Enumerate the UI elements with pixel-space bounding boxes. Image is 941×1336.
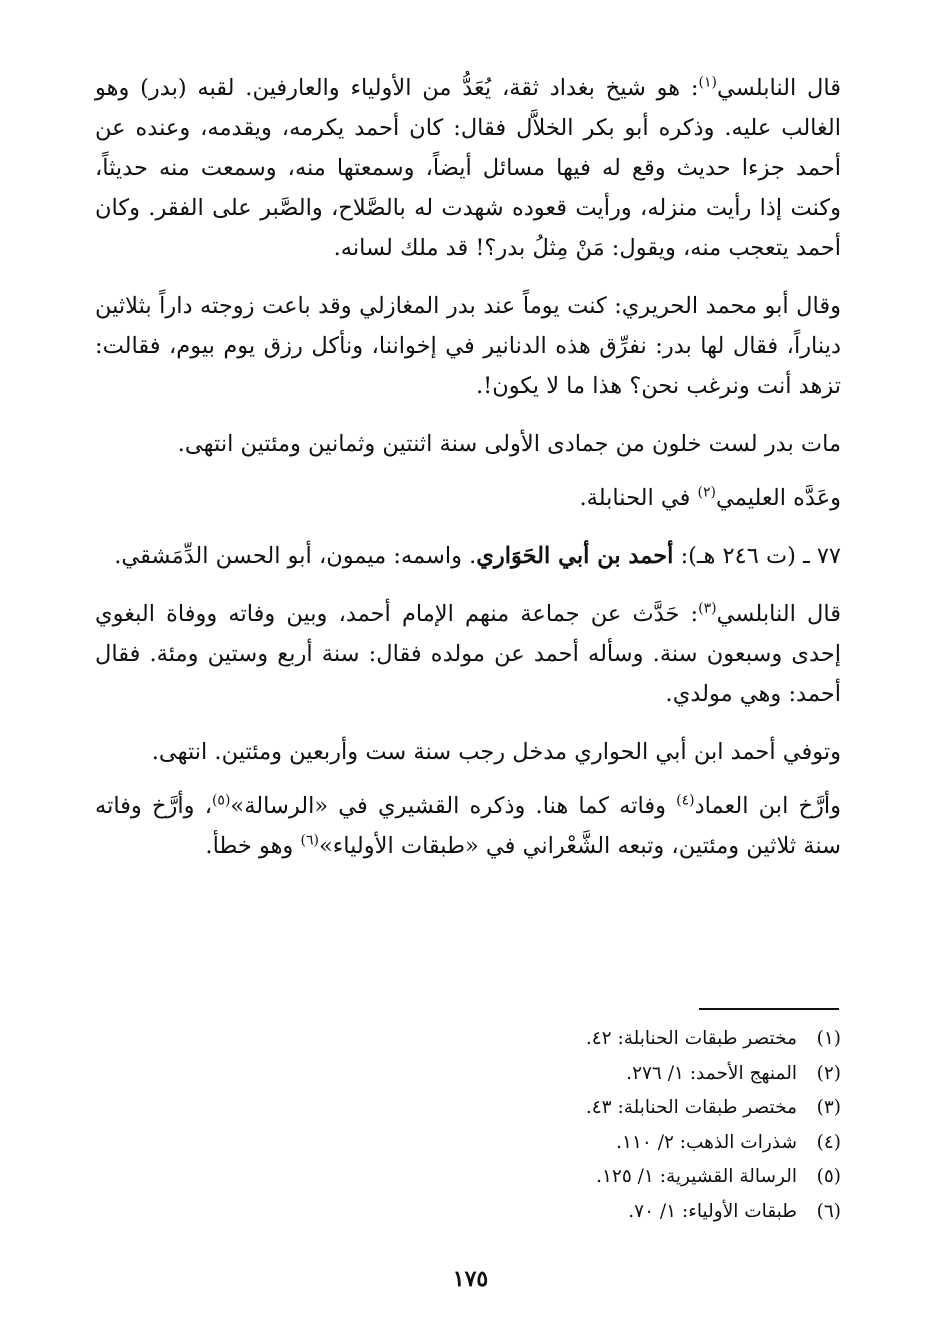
footnote-number: (٢) xyxy=(816,1062,841,1084)
paragraph-4 xyxy=(95,478,841,518)
paragraph-text: . واسمه: ميمون، أبو الحسن الدِّمَشقي. xyxy=(114,543,477,569)
paragraph-text: : حَدَّث عن جماعة منهم الإمام أحمد، وبين وفاته ووفاة البغوي إحدى وسبعون سنة. وسأله أحمد عن مولده فقال: سنة أربع وستين ومئة. فقال أحمد: وهي مولدي. xyxy=(95,601,841,707)
footnote-3 xyxy=(241,1091,841,1126)
footnote-1 xyxy=(241,1022,841,1057)
paragraph-7 xyxy=(95,732,841,772)
paragraph-text: قال النابلسي xyxy=(716,75,841,101)
paragraph-text: وهو خطأ. xyxy=(205,833,301,859)
footnote-separator xyxy=(699,1008,839,1010)
footnote-ref: (٦) xyxy=(300,832,319,849)
footnotes-list xyxy=(241,1022,841,1229)
paragraph-text: ، وأرَّخ وفاته سنة ثلاثين ومئتين، وتبعه الشَّعْراني في «طبقات الأولياء» xyxy=(95,793,841,859)
footnote-number: (٤) xyxy=(816,1131,841,1153)
footnote-ref: (٣) xyxy=(698,600,717,617)
footnote-text: مختصر طبقات الحنابلة: ٤٢. xyxy=(585,1028,797,1049)
paragraph-text: وتوفي أحمد ابن أبي الحواري مدخل رجب سنة ست وأربعين ومئتين. انتهى. xyxy=(151,739,841,765)
footnote-text: طبقات الأولياء: ١/ ٧٠. xyxy=(628,1200,797,1222)
paragraph-2 xyxy=(95,286,841,406)
paragraph-text: وقال أبو محمد الحريري: كنت يوماً عند بدر المغازلي وقد باعت زوجته داراً بثلاثين ديناراً، فقال لها بدر: نفرِّق هذه الدنانير في إخواننا، ونأكل رزق يوم بيوم، فقالت: تزهد أنت ونرغب نحن؟ هذا ما لا يكون!. xyxy=(95,293,841,399)
entry-name: أحمد بن أبي الحَوَاري xyxy=(476,543,674,569)
paragraph-text: وفاته كما هنا. وذكره القشيري في «الرسالة» xyxy=(230,793,677,819)
footnote-text: شذرات الذهب: ٢/ ١١٠. xyxy=(616,1131,797,1153)
paragraph-8 xyxy=(95,786,841,866)
footnote-number: (١) xyxy=(816,1028,841,1049)
entry-number: ٧٧ ـ (ت ٢٤٦ هـ): xyxy=(673,543,841,569)
footnote-text: المنهج الأحمد: ١/ ٢٧٦. xyxy=(626,1062,797,1084)
footnote-number: (٥) xyxy=(816,1166,841,1187)
paragraph-3 xyxy=(95,424,841,464)
footnote-text: مختصر طبقات الحنابلة: ٤٣. xyxy=(585,1097,797,1118)
paragraph-text: مات بدر لست خلون من جمادى الأولى سنة اثنتين وثمانين ومئتين انتهى. xyxy=(177,431,841,457)
paragraph-text: في الحنابلة. xyxy=(579,485,698,511)
footnote-5 xyxy=(241,1160,841,1195)
footnote-ref: (٢) xyxy=(697,484,716,501)
footnote-4 xyxy=(241,1126,841,1161)
paragraph-text: : هو شيخ بغداد ثقة، يُعَدُّ من الأولياء والعارفين. لقبه (بدر) وهو الغالب عليه. وذكره أبو بكر الخلاَّل فقال: كان أحمد يكرمه، ويقدمه، وعنده عن أحمد جزءا حديث وقع له فيها مسائل أيضاً، وسمعتها منه، وسمعت منه حديثاً، وكنت إذا رأيت منزله، ورأيت قعوده شهدت له بالصَّلاح، والصَّبر على الفقر. وكان أحمد يتعجب منه، ويقول: مَنْ مِثلُ بدر؟! قد ملك لسانه. xyxy=(95,75,841,261)
paragraph-1 xyxy=(95,68,841,268)
footnote-number: (٦) xyxy=(816,1200,841,1222)
footnote-6 xyxy=(241,1195,841,1230)
footnote-ref: (٥) xyxy=(211,792,231,809)
page-number: ١٧٥ xyxy=(452,1266,489,1292)
footnote-2 xyxy=(241,1057,841,1092)
footnote-ref: (٤) xyxy=(676,792,695,809)
paragraph-text: قال النابلسي xyxy=(716,601,841,627)
footnote-text: الرسالة القشيرية: ١/ ١٢٥. xyxy=(596,1166,797,1187)
entry-heading-77 xyxy=(95,536,841,576)
main-text xyxy=(95,68,841,884)
paragraph-text: وأرَّخ ابن العماد xyxy=(694,793,842,819)
footnote-number: (٣) xyxy=(816,1097,841,1118)
paragraph-6 xyxy=(95,594,841,714)
paragraph-text: وعَدَّه العليمي xyxy=(715,485,841,511)
footnote-ref: (١) xyxy=(698,74,717,91)
